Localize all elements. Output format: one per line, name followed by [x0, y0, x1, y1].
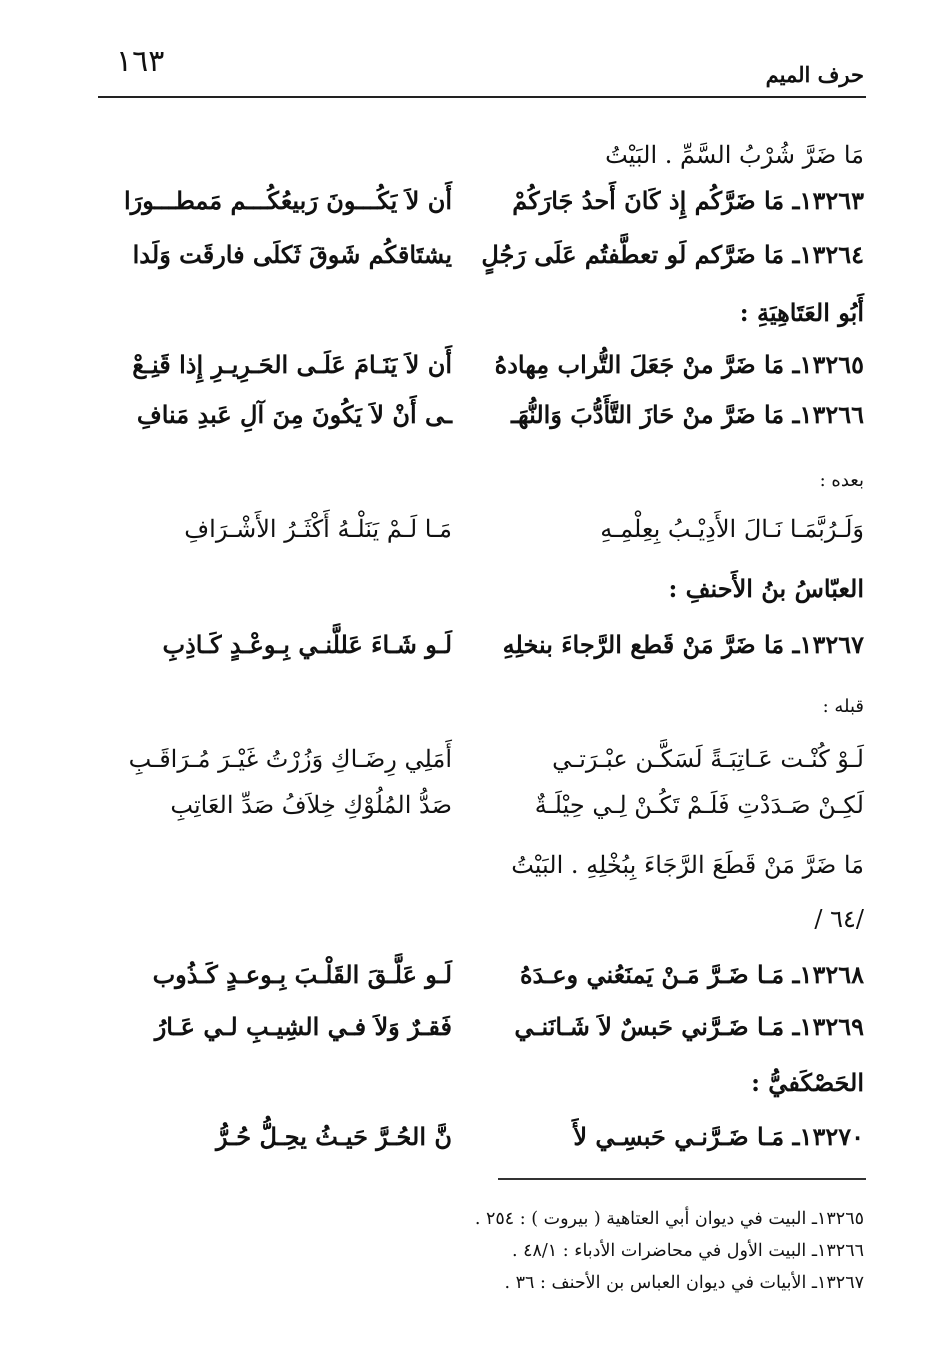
note-after-label: بعده :: [819, 470, 864, 491]
poet-name-abu-al-atahiya: أَبُو العَتَاهِيَةِ :: [739, 298, 864, 327]
poet-name-abbas-al-ahnaf: العبّاسُ بنُ الأَحنفِ :: [668, 574, 864, 603]
verse-13268-second-hemistich: لَـو عَلَّـقَ القَلْـبَ بِـوعـدٍ كَـذُوب: [152, 960, 452, 989]
verse-13267-second-hemistich: لَـو شَـاءَ عَللَّنـي بِـوعْـدٍ كَـاذِبِ: [162, 630, 452, 659]
extra-verse-3-second-hemistich: صَدُّ المُلُوْكِ خِلاَفُ صَدِّ العَاتِبِ: [170, 791, 452, 819]
verse-13264-first-hemistich: ١٣٢٦٤ـ مَا ضَرَّكم لَو تعطَّفتُم عَلَى رَجُلٍ: [481, 240, 864, 269]
chapter-title: حرف الميم: [765, 62, 864, 87]
verse-13265-first-hemistich: ١٣٢٦٥ـ مَا ضَرَّ منْ جَعَلَ التُّراب مِهادهُ: [494, 350, 864, 379]
verse-13269-first-hemistich: ١٣٢٦٩ـ مَـا ضَـرَّني حَبسٌ لاَ شَـانَنـي: [514, 1012, 864, 1041]
verse-13270-first-hemistich: ١٣٢٧٠ـ مَـا ضَـرَّنـي حَبسِـي لأَ: [573, 1122, 864, 1151]
verse-reference-line: مَا ضَرَّ مَنْ قَطَعَ الرَّجَاءَ بِبُخْلِهِ . البَيْتُ: [511, 851, 864, 879]
footnote-13265: ١٣٢٦٥ـ البيت في ديوان أبي العتاهية ( بيروت ) : ٢٥٤ .: [474, 1209, 864, 1229]
verse-13266-first-hemistich: ١٣٢٦٦ـ مَا ضَرَّ منْ حَازَ التَّأَدُّبَ وَالنُّهَـ: [511, 400, 864, 429]
page-number: ١٦٣: [116, 44, 165, 79]
verse-13263-first-hemistich: ١٣٢٦٣ـ مَا ضَرَّكُم إِذ كَانَ أَحدُ جَارَكُمْ: [512, 186, 864, 215]
verse-intro-line: مَا ضَرَّ شُرْبُ السَّمِّ . البَيْتُ: [605, 141, 864, 169]
footnote-13267: ١٣٢٦٧ـ الأبيات في ديوان العباس بن الأحنف : ٣٦ .: [504, 1273, 864, 1293]
extra-verse-1-second-hemistich: مَـا لَـمْ يَنَلْـهُ أَكْثَـرُ الأَشْـرَافِ: [184, 515, 452, 543]
header-divider: [98, 96, 866, 98]
verse-13265-second-hemistich: أَن لاَ يَنَـامَ عَلَـى الحَـرِيـرِ إِذا قَنِـعْ: [132, 350, 452, 379]
verse-13263-second-hemistich: أَن لاَ يَكُـــونَ رَبيعُكُـــم مَمطـــورَا: [123, 186, 452, 215]
verse-13270-second-hemistich: نَّ الحُـرَّ حَيـثُ يحِـلُّ حُـرُّ: [216, 1122, 452, 1151]
extra-verse-2-first-hemistich: لَـوْ كُنْـت عَـاتِبَـةً لَسَكَّـن عبْـرَتـي: [552, 745, 864, 773]
extra-verse-3-first-hemistich: لَكِـنْ صَـدَدْتِ فَلَـمْ تَكُـنْ لِـي حِيْلَـةٌ: [534, 791, 864, 819]
verse-13266-second-hemistich: ـى أَنْ لاَ يَكُونَ مِنَ آلِ عَبدِ مَنافِ: [136, 400, 452, 429]
extra-verse-1-first-hemistich: وَلَـرُبَّمَـا نَـالَ الأَدِيْـبُ بِعِلْمِـهِ: [600, 515, 864, 543]
page-reference-marker: / ٦٤/: [814, 905, 864, 933]
extra-verse-2-second-hemistich: أَمَلِي رِضَـاكِ وَزُرْتُ غَيْـرَ مُـرَاقَـبِ: [128, 745, 452, 773]
footnote-divider: [498, 1178, 866, 1180]
note-before-label: قبله :: [822, 696, 864, 717]
verse-13264-second-hemistich: يشتَاقكُم شَوقَ ثَكلَى فارقَت وَلَدا: [132, 240, 452, 269]
footnote-13266: ١٣٢٦٦ـ البيت الأول في محاضرات الأدباء : ٤٨/١ .: [511, 1241, 864, 1261]
verse-13267-first-hemistich: ١٣٢٦٧ـ مَا ضَرَّ مَنْ قَطع الرَّجاءَ بنخلِهِ: [502, 630, 864, 659]
verse-13269-second-hemistich: فَقـرٌ وَلاَ فـي الشِيـبِ لـي عَـارُ: [154, 1012, 452, 1041]
poet-name-al-haskafi: الحَصْكَفيُّ :: [751, 1068, 864, 1097]
verse-13268-first-hemistich: ١٣٢٦٨ـ مَـا ضَـرَّ مَـنْ يَمنَعُني وعـدَهُ: [519, 960, 864, 989]
